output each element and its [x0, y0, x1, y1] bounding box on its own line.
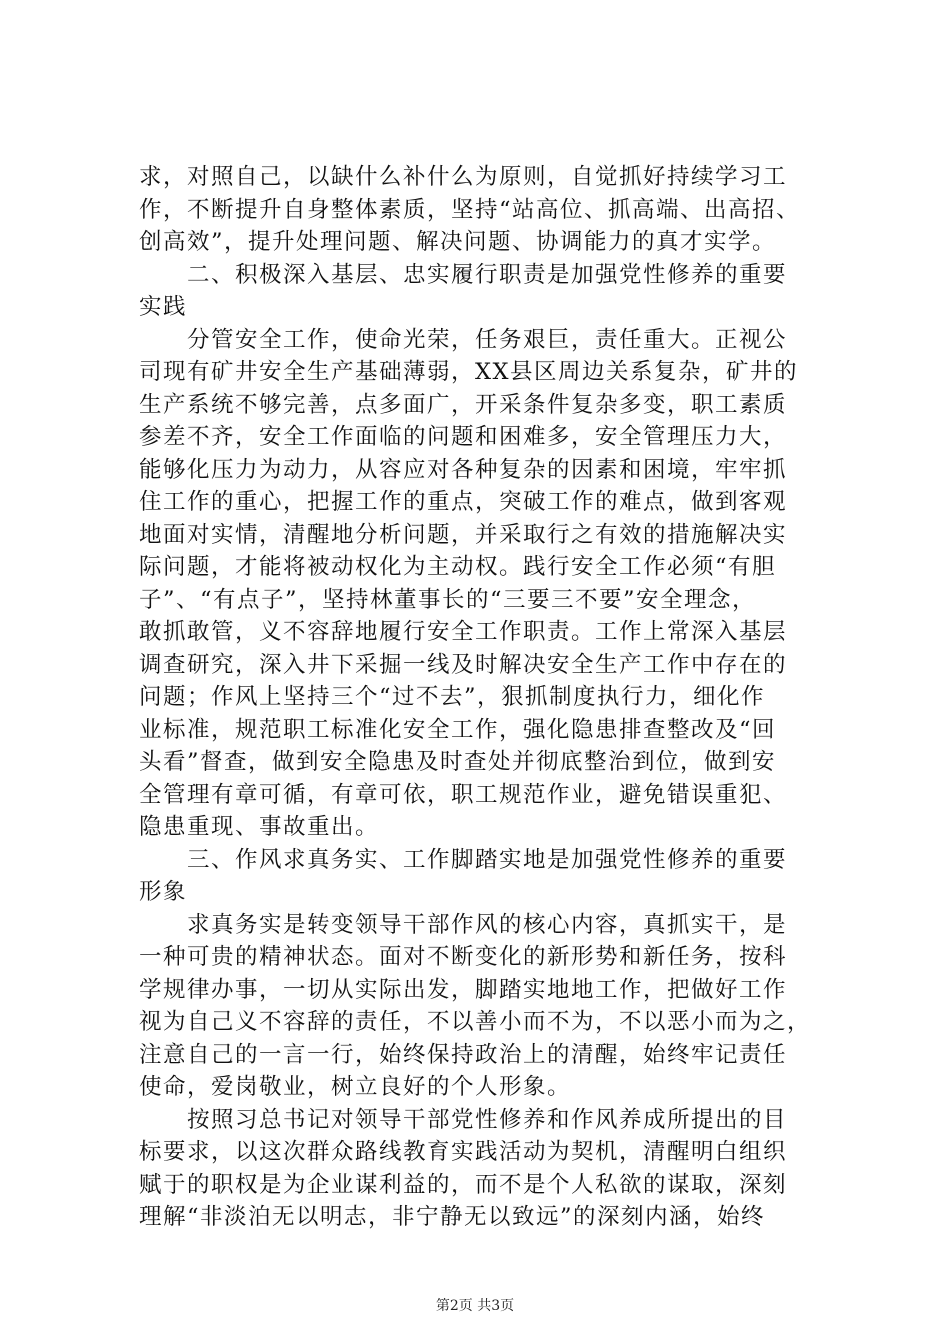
text-line: 使命，爱岗敬业，树立良好的个人形象。 — [139, 1074, 572, 1100]
text-line: 隐患重现、事故重出。 — [139, 814, 380, 840]
section-heading-line: 形象 — [139, 879, 188, 905]
text-line: 求真务实是转变领导干部作风的核心内容，真抓实干，是 — [139, 911, 788, 938]
section-heading-line: 实践 — [139, 294, 188, 320]
text-line: 视为自己义不容辞的责任，不以善小而不为，不以恶小而为之， — [139, 1009, 812, 1035]
text-line: 理解“非淡泊无以明志，非宁静无以致远”的深刻内涵，始终 — [139, 1204, 766, 1230]
text-line: 作，不断提升自身整体素质，坚持“站高位、抓高端、出高招、 — [139, 196, 801, 223]
text-line: 按照习总书记对领导干部党性修养和作风养成所提出的目 — [139, 1106, 788, 1133]
text-line: 创高效”，提升处理问题、解决问题、协调能力的真才实学。 — [139, 229, 777, 255]
text-line: 赋于的职权是为企业谋利益的，而不是个人私欲的谋取，深刻 — [139, 1171, 788, 1198]
text-line: 调查研究，深入井下采掘一线及时解决安全生产工作中存在的 — [139, 651, 788, 678]
text-line: 求，对照自己，以缺什么补什么为原则，自觉抓好持续学习工 — [139, 164, 788, 190]
text-line: 头看”督查，做到安全隐患及时查处并彻底整治到位，做到安 — [139, 749, 777, 775]
text-line: 子”、“有点子”，坚持林董事长的“三要三不要”安全理念， — [139, 586, 757, 613]
text-line: 全管理有章可循，有章可依，职工规范作业，避免错误重犯、 — [139, 781, 788, 808]
section-heading-line: 二、积极深入基层、忠实履行职责是加强党性修养的重要 — [139, 261, 788, 288]
document-body — [139, 161, 839, 1234]
text-line: 生产系统不够完善，点多面广，开采条件复杂多变，职工素质 — [139, 391, 788, 418]
text-line: 际问题，才能将被动权化为主动权。践行安全工作必须“有胆 — [139, 554, 777, 580]
text-line: 住工作的重心，把握工作的重点，突破工作的难点，做到客观 — [139, 489, 788, 515]
text-line: 学规律办事，一切从实际出发，脚踏实地地工作，把做好工作 — [139, 976, 788, 1003]
text-line: 敢抓敢管，义不容辞地履行安全工作职责。工作上常深入基层 — [139, 619, 788, 645]
text-line: 能够化压力为动力，从容应对各种复杂的因素和困境，牢牢抓 — [139, 456, 788, 483]
text-line: 注意自己的一言一行，始终保持政治上的清醒，始终牢记责任 — [139, 1041, 788, 1068]
text-line: 参差不齐，安全工作面临的问题和困难多，安全管理压力大， — [139, 424, 788, 450]
text-line: 地面对实情，清醒地分析问题，并采取行之有效的措施解决实 — [139, 521, 788, 548]
text-line: 司现有矿井安全生产基础薄弱，XX县区周边关系复杂，矿井的 — [139, 359, 799, 385]
section-heading-line: 三、作风求真务实、工作脚踏实地是加强党性修养的重要 — [139, 846, 788, 873]
page-number-footer: 第2页 共3页 — [435, 1298, 515, 1314]
text-line: 分管安全工作，使命光荣，任务艰巨，责任重大。正视公 — [139, 326, 788, 353]
text-line: 一种可贵的精神状态。面对不断变化的新形势和新任务，按科 — [139, 944, 788, 970]
text-line: 业标准，规范职工标准化安全工作，强化隐患排查整改及“回 — [139, 716, 777, 743]
text-line: 标要求，以这次群众路线教育实践活动为契机，清醒明白组织 — [139, 1139, 788, 1165]
text-line: 问题；作风上坚持三个“过不去”，狠抓制度执行力，细化作 — [139, 684, 766, 710]
